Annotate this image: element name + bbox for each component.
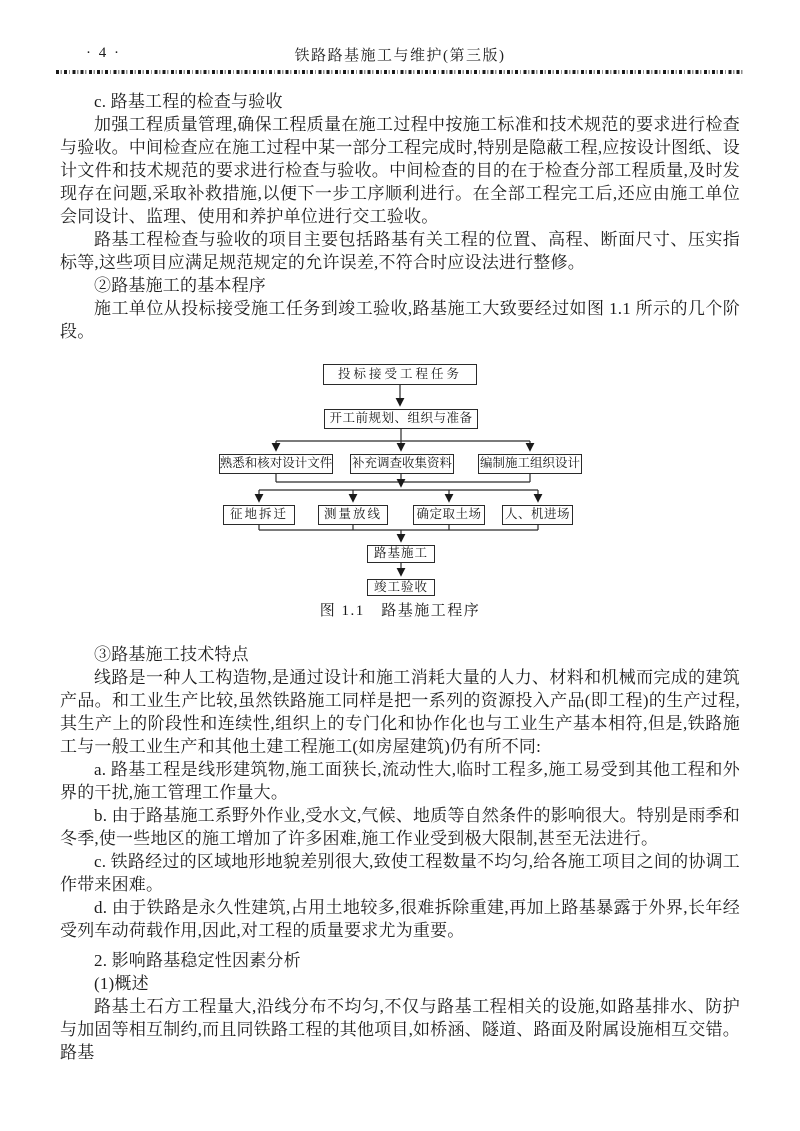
flow-node-collect-data: 补充调查收集资料 [350, 454, 454, 474]
flow-node-pre-construction: 开工前规划、组织与准备 [324, 409, 478, 429]
flow-node-completion-acceptance: 竣工验收 [367, 579, 435, 596]
paragraph-inspection: 加强工程质量管理,确保工程质量在施工过程中按施工标准和技术规范的要求进行检查与验收。中间检查应在施工过程中某一部分工程完成时,特别是隐蔽工程,应按设计图纸、设计文件和技术规范的要求进行检查与验收。中间检查的目的在于检查分部工程质量,及时发现存在问题,采取补救措施,以便下一步工序顺利进行。在全部工程完工后,还应由施工单位会同设计、监理、使用和养护单位进行交工验收。 [60, 114, 740, 226]
heading-basic-procedure: ②路基施工的基本程序 [94, 275, 266, 295]
page-number: · 4 · [86, 45, 121, 61]
paragraph-procedure-intro: 施工单位从投标接受施工任务到竣工验收,路基施工大致要经过如图 1.1 所示的几个阶段。 [60, 298, 740, 341]
flow-node-land-requisition: 征地拆迁 [223, 505, 295, 525]
heading-item-c: c. 路基工程的检查与验收 [94, 91, 283, 111]
header-dotted-rule [56, 70, 744, 74]
flow-node-subgrade-construction: 路基施工 [367, 545, 435, 563]
flow-node-review-documents: 熟悉和核对设计文件 [219, 454, 333, 474]
running-title: 铁路路基施工与维护(第三版) [294, 48, 506, 64]
heading-stability-factors: 2. 影响路基稳定性因素分析 [94, 950, 301, 970]
page-body [60, 90, 740, 1064]
figure-caption: 图 1.1 路基施工程序 [319, 602, 481, 619]
flow-node-mobilization: 人、机进场 [502, 505, 573, 525]
heading-technical-features: ③路基施工技术特点 [94, 644, 249, 664]
heading-overview: (1)概述 [94, 973, 149, 993]
flow-node-bid-accept-task: 投标接受工程任务 [323, 364, 477, 385]
flow-node-borrow-pit: 确定取土场 [413, 505, 485, 525]
paragraph-line-product: 线路是一种人工构造物,是通过设计和施工消耗大量的人力、材料和机械而完成的建筑产品。和工业生产比较,虽然铁路施工同样是把一系列的资源投入产品(即工程)的生产过程,其生产上的阶段性和连续性,组织上的专门化和协作化也与工业生产基本相符,但是,铁路施工与一般工业生产和其他土建工程施工(如房屋建筑)仍有所不同: [60, 667, 740, 756]
list-item-a: a. 路基工程是线形建筑物,施工面狭长,流动性大,临时工程多,施工易受到其他工程和外界的干扰,施工管理工作量大。 [60, 759, 740, 802]
flow-node-org-design: 编制施工组织设计 [478, 454, 582, 474]
page-header [58, 44, 742, 64]
list-item-c: c. 铁路经过的区域地形地貌差别很大,致使工程数量不均匀,给各施工项目之间的协调工作带来困难。 [60, 851, 740, 894]
list-item-b: b. 由于路基施工系野外作业,受水文,气候、地质等自然条件的影响很大。特别是雨季和冬季,使一些地区的施工增加了许多困难,施工作业受到极大限制,甚至无法进行。 [60, 805, 740, 848]
paragraph-earthwork: 路基土石方工程量大,沿线分布不均匀,不仅与路基工程相关的设施,如路基排水、防护与加固等相互制约,而且同铁路工程的其他项目,如桥涵、隧道、路面及附属设施相互交错。路基 [60, 996, 740, 1062]
list-item-d: d. 由于铁路是永久性建筑,占用土地较多,很难拆除重建,再加上路基暴露于外界,长年经受列车动荷载作用,因此,对工程的质量要求尤为重要。 [60, 897, 740, 940]
flow-node-survey-layout: 测量放线 [318, 505, 388, 525]
flowchart-figure [60, 357, 740, 619]
paragraph-acceptance-items: 路基工程检查与验收的项目主要包括路基有关工程的位置、高程、断面尺寸、压实指标等,这些项目应满足规范规定的允许误差,不符合时应设法进行整修。 [60, 229, 740, 272]
